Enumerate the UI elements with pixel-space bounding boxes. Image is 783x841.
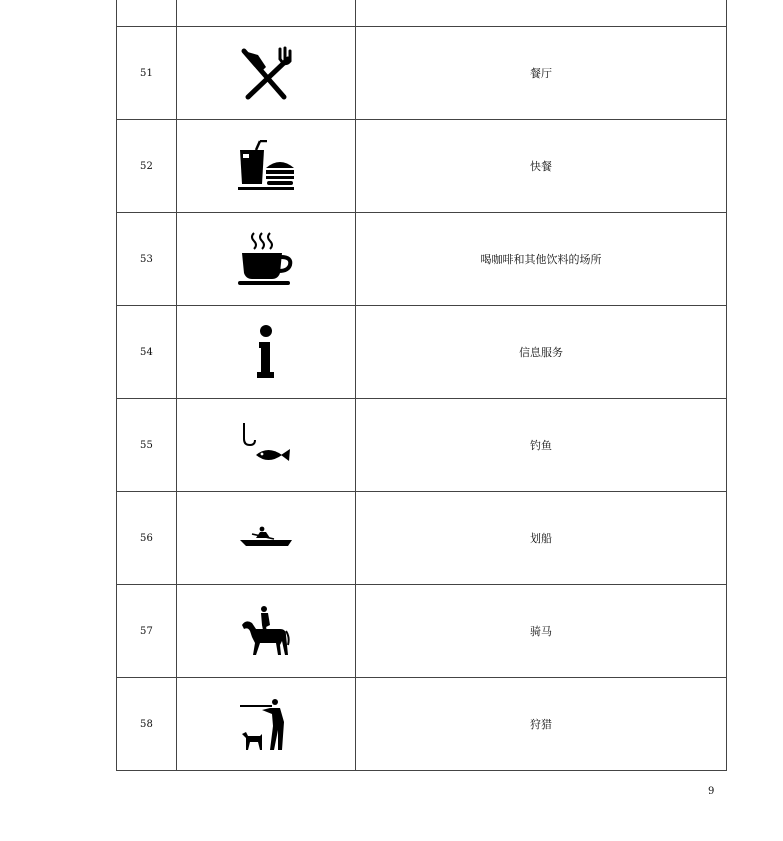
symbols-table [116, 0, 727, 771]
rowing-boat-icon [238, 526, 294, 550]
table-row [117, 585, 727, 678]
table-row [117, 120, 727, 213]
symbol-description: 餐厅 [356, 27, 727, 120]
symbol-description: 骑马 [356, 585, 727, 678]
table-row [117, 399, 727, 492]
table-row [117, 213, 727, 306]
table-row-continued [117, 0, 727, 27]
fishing-icon [238, 421, 294, 469]
hunting-icon [238, 696, 294, 752]
symbol-description: 快餐 [356, 120, 727, 213]
symbol-description: 狩猎 [356, 678, 727, 771]
row-number: 55 [117, 399, 177, 492]
page-number: 9 [708, 786, 715, 797]
row-number: 57 [117, 585, 177, 678]
information-icon [251, 324, 281, 380]
coffee-cup-icon [236, 231, 296, 287]
fast-food-icon [236, 140, 296, 192]
row-number: 56 [117, 492, 177, 585]
table-row [117, 306, 727, 399]
row-number: 53 [117, 213, 177, 306]
symbol-description: 划船 [356, 492, 727, 585]
row-number: 51 [117, 27, 177, 120]
restaurant-icon [236, 43, 296, 103]
symbol-description: 喝咖啡和其他饮料的场所 [356, 213, 727, 306]
row-number: 54 [117, 306, 177, 399]
symbol-description: 钓鱼 [356, 399, 727, 492]
symbol-description: 信息服务 [356, 306, 727, 399]
table-row [117, 678, 727, 771]
table-row [117, 27, 727, 120]
row-number: 58 [117, 678, 177, 771]
horse-riding-icon [240, 605, 292, 657]
row-number: 52 [117, 120, 177, 213]
table-row [117, 492, 727, 585]
